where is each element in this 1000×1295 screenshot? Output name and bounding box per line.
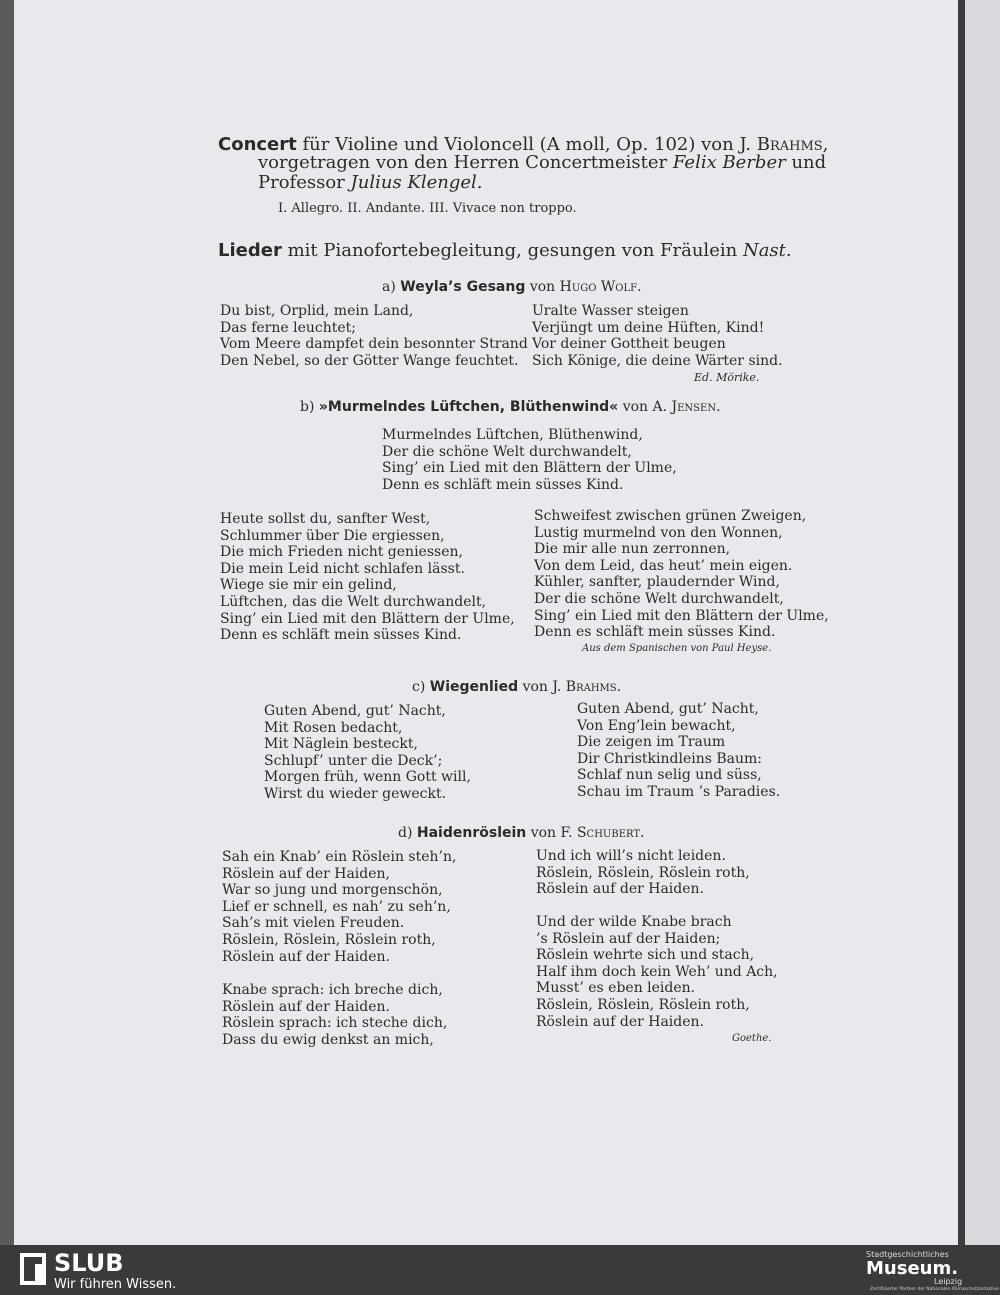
- song-b-intro-verse: [382, 427, 677, 493]
- song-a-title: Weyla’s Gesang: [400, 279, 526, 295]
- verse-line: Kühler, sanfter, plaudernder Wind,: [534, 574, 780, 591]
- verse-line: Der die schöne Welt durchwandelt,: [382, 443, 632, 460]
- verse-line: Knabe sprach: ich breche dich,: [222, 982, 443, 998]
- song-d-letter: d): [398, 825, 413, 841]
- verse-line: Röslein auf der Haiden,: [222, 865, 390, 882]
- slub-name[interactable]: SLUB: [54, 1249, 124, 1277]
- verse-line: Von dem Leid, das heut’ mein eigen.: [534, 557, 793, 574]
- next-page-edge: [965, 0, 1000, 1245]
- verse-line: Mit Näglein besteckt,: [264, 736, 418, 753]
- song-a-composer: Hugo Wolf.: [559, 279, 642, 295]
- concert-title: Concert: [218, 134, 297, 155]
- song-b-poet: Aus dem Spanischen von Paul Heyse.: [582, 643, 772, 654]
- song-a-letter: a): [382, 279, 396, 295]
- verse-line: Schlaf nun selig und süss,: [577, 767, 762, 784]
- verse-line: Morgen früh, wenn Gott will,: [264, 769, 471, 786]
- concert-and: und: [791, 152, 827, 173]
- song-d-by: von: [530, 825, 557, 841]
- verse-line: Mit Rosen bedacht,: [264, 719, 403, 736]
- verse-line: Sich Könige, die deine Wärter sind.: [532, 352, 783, 369]
- song-a-by: von: [529, 279, 556, 295]
- verse-line: Wiege sie mir ein gelind,: [220, 577, 397, 594]
- song-c-by: von: [522, 679, 548, 695]
- song-b-letter: b): [300, 399, 315, 415]
- song-c-right-verse: [577, 701, 780, 801]
- verse-line: Die mir alle nun zerronnen,: [534, 541, 731, 558]
- song-b-left-verse: [220, 511, 515, 644]
- verse-line: Vor deiner Gottheit beugen: [532, 336, 726, 353]
- museum-logo[interactable]: Museum.: [866, 1258, 959, 1279]
- verse-line: ’s Röslein auf der Haiden;: [536, 930, 721, 947]
- verse-line: Röslein wehrte sich und stach,: [536, 947, 755, 964]
- verse-line: Denn es schläft mein süsses Kind.: [382, 476, 624, 493]
- song-c-title: Wiegenlied: [429, 679, 519, 695]
- verse-line: Schlupf’ unter die Deck’;: [264, 752, 443, 769]
- page-gutter: [958, 0, 965, 1245]
- verse-line: Du bist, Orplid, mein Land,: [220, 303, 414, 319]
- song-b-title: »Murmelndes Lüftchen, Blüthenwind«: [318, 399, 619, 415]
- verse-line: Röslein, Röslein, Röslein roth,: [536, 864, 750, 881]
- verse-line: Röslein auf der Haiden.: [536, 881, 704, 898]
- verse-line: Musst’ es eben leiden.: [536, 980, 696, 997]
- lieder-title: Lieder: [218, 240, 282, 261]
- verse-line: Röslein auf der Haiden.: [222, 998, 390, 1015]
- verse-line: Denn es schläft mein süsses Kind.: [534, 624, 776, 641]
- song-d-heading: [398, 826, 644, 840]
- verse-line: Röslein auf der Haiden.: [222, 948, 390, 965]
- verse-line: Half ihm doch kein Weh’ und Ach,: [536, 963, 778, 980]
- verse-line: Sing’ ein Lied mit den Blättern der Ulme,: [534, 607, 829, 624]
- verse-line: Röslein auf der Haiden.: [536, 1013, 704, 1030]
- song-c-heading: [412, 680, 621, 694]
- verse-line: Schweifest zwischen grünen Zweigen,: [534, 508, 807, 524]
- museum-city: Leipzig: [934, 1277, 963, 1286]
- slub-logo-icon: [20, 1253, 46, 1285]
- verse-line: Schau im Traum ’s Paradies.: [577, 783, 781, 800]
- verse-line: Den Nebel, so der Götter Wange feuchtet.: [220, 352, 519, 369]
- verse-line: Der die schöne Welt durchwandelt,: [534, 590, 784, 607]
- slub-tagline: Wir führen Wissen.: [54, 1277, 177, 1292]
- verse-line: Sing’ ein Lied mit den Blättern der Ulme,: [220, 610, 515, 627]
- verse-line: Von Eng’lein bewacht,: [577, 717, 736, 734]
- verse-line: Guten Abend, gut’ Nacht,: [264, 703, 446, 719]
- verse-line: Röslein, Röslein, Röslein roth,: [536, 996, 750, 1013]
- song-b-right-verse: [534, 508, 829, 641]
- verse-line: Röslein sprach: ich steche dich,: [222, 1015, 448, 1032]
- concert-line-3: [258, 174, 483, 192]
- verse-line: Vom Meere dampfet dein besonnter Strand: [220, 336, 528, 353]
- song-c-left-verse: [264, 703, 471, 803]
- verse-line: Lüftchen, das die Welt durchwandelt,: [220, 593, 487, 610]
- verse-line: Die mich Frieden nicht geniessen,: [220, 544, 463, 561]
- song-b-heading: [300, 400, 721, 414]
- song-d-composer: F. Schubert.: [560, 825, 645, 841]
- museum-certificate: Zertifizierter Partner der Nationalen Klimaschutzinitiative: [870, 1287, 999, 1292]
- performer-violin: Felix Berber: [672, 152, 786, 173]
- verse-line: Röslein, Röslein, Röslein roth,: [222, 931, 436, 948]
- song-b-composer: A. Jensen.: [652, 399, 721, 415]
- lieder-heading: [218, 242, 792, 260]
- concert-line-2: [258, 154, 826, 172]
- verse-line: Das ferne leuchtet;: [220, 319, 357, 336]
- verse-line: Murmelndes Lüftchen, Blüthenwind,: [382, 427, 643, 443]
- concert-professor: Professor: [258, 172, 345, 193]
- verse-line: Die zeigen im Traum: [577, 734, 726, 751]
- lieder-singer: Nast.: [742, 240, 792, 261]
- concert-description: für Violine und Violoncell (A moll, Op. 102) von: [302, 134, 734, 155]
- song-d-right-verse-2: [536, 914, 778, 1030]
- verse-line: Dass du ewig denkst an mich,: [222, 1031, 434, 1048]
- verse-line: Sing’ ein Lied mit den Blättern der Ulme,: [382, 460, 677, 477]
- verse-line: Sah’s mit vielen Freuden.: [222, 915, 405, 932]
- verse-line: Und der wilde Knabe brach: [536, 914, 732, 930]
- song-a-left-verse: [220, 303, 528, 369]
- verse-line: Guten Abend, gut’ Nacht,: [577, 701, 759, 717]
- verse-line: Lustig murmelnd von den Wonnen,: [534, 524, 783, 541]
- verse-line: Verjüngt um deine Hüften, Kind!: [532, 319, 765, 336]
- performer-cello: Julius Klengel.: [350, 172, 483, 193]
- verse-line: Lief er schnell, es nah’ zu seh’n,: [222, 898, 451, 915]
- verse-line: Heute sollst du, sanfter West,: [220, 511, 431, 527]
- song-a-right-verse: [532, 303, 783, 369]
- museum-label-small: Stadtgeschichtliches: [866, 1250, 949, 1259]
- song-d-title: Haidenröslein: [416, 825, 527, 841]
- song-d-left-verse-2: [222, 982, 447, 1048]
- song-c-letter: c): [412, 679, 426, 695]
- song-b-by: von: [622, 399, 649, 415]
- song-c-composer: J. Brahms.: [552, 679, 622, 695]
- verse-line: Wirst du wieder geweckt.: [264, 785, 447, 802]
- verse-line: Dir Christkindleins Baum:: [577, 750, 763, 767]
- concert-performers-intro: vorgetragen von den Herren Concertmeister: [258, 152, 668, 173]
- song-d-poet: Goethe.: [732, 1033, 772, 1044]
- song-d-right-verse-1: [536, 848, 750, 898]
- song-a-heading: [382, 280, 642, 294]
- verse-line: Die mein Leid nicht schlafen lässt.: [220, 560, 465, 577]
- song-d-left-verse-1: [222, 849, 456, 965]
- verse-line: Sah ein Knab’ ein Röslein steh’n,: [222, 849, 457, 865]
- verse-line: Denn es schläft mein süsses Kind.: [220, 627, 462, 644]
- concert-movements: I. Allegro. II. Andante. III. Vivace non troppo.: [278, 201, 577, 216]
- verse-line: War so jung und morgenschön,: [222, 882, 443, 899]
- verse-line: Schlummer über Die ergiessen,: [220, 527, 445, 544]
- song-a-poet: Ed. Mörike.: [694, 371, 760, 384]
- verse-line: Und ich will’s nicht leiden.: [536, 848, 726, 864]
- lieder-intro: mit Pianofortebegleitung, gesungen von Fräulein: [287, 240, 738, 261]
- verse-line: Uralte Wasser steigen: [532, 303, 689, 319]
- concert-composer: J. Brahms,: [739, 134, 829, 155]
